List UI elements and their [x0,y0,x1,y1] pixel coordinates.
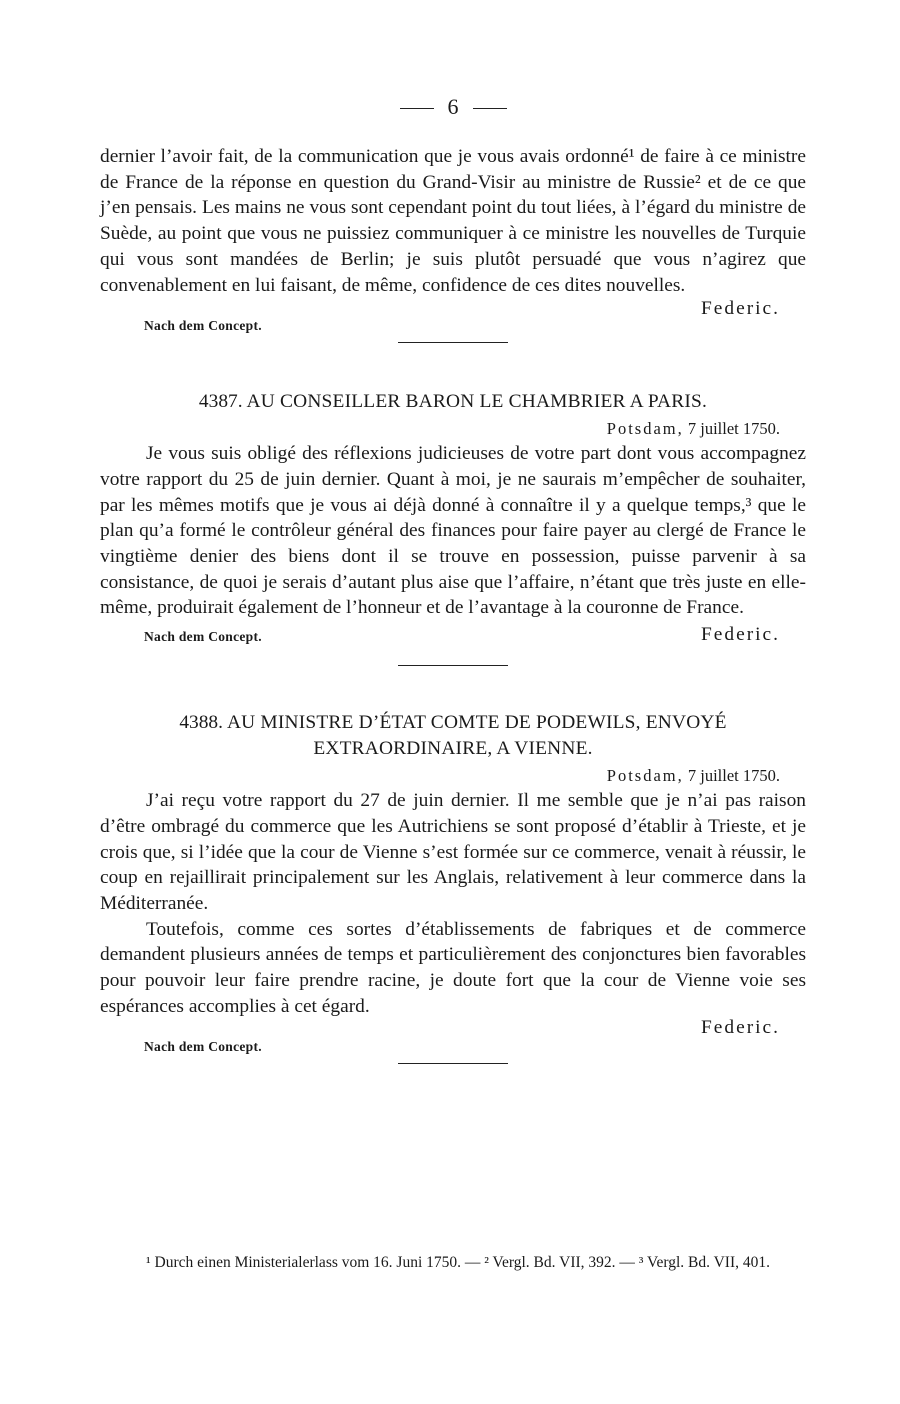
signature: Federic. [701,1017,780,1039]
page-number-text: 6 [447,94,459,119]
letter-number: 4388. [179,712,223,734]
letter-paragraph: J’ai reçu votre rapport du 27 de juin dernier. Il me semble que je n’ai pas raison d’être ombragé du commerce que les Autrichiens se sont proposé d’établir à Trieste, et je crois que, si l’idée que la cour de Vienne s’est formée sur ce commerce, venait à réussir, le coup en rejaillirait principalement sur les Anglais, relativement à leur commerce dans la Méditerranée. [100,790,806,914]
page-body [100,88,806,1064]
letter-title: AU MINISTRE D’ÉTAT COMTE DE PODEWILS, ENVOYÉ EXTRAORDINAIRE, A VIENNE. [226,712,727,760]
dateline [100,417,806,441]
signature: Federic. [701,624,780,646]
source-note: Nach dem Concept. [144,1039,262,1055]
dateline-place: Potsdam, [606,766,684,786]
footnote-text: ¹ Durch einen Ministerialerlass vom 16. Juni 1750. — ² Vergl. Bd. VII, 392. — ³ Vergl. Bd. VII, 401. [146,1254,770,1271]
dateline-place: Potsdam, [606,419,684,439]
dateline [100,764,806,788]
letter-closing [100,1019,806,1059]
source-note: Nach dem Concept. [144,318,262,334]
folio-dash-right [473,108,507,109]
page-number [100,88,806,126]
letter-paragraph: Je vous suis obligé des réflexions judicieuses de votre part dont vous accompagnez votre rapport du 25 de juin dernier. Quant à moi, je ne saurais m’empêcher de souhaiter, par les mêmes motifs que je vous ai déjà donné à connaître il y a quelque temps,³ que le plan qu’a formé le contrôleur général des finances pour faire payer au clergé de France le vingtième denier des biens dont il se trouve en possession, puisse parvenir à sa consistance, de quoi je serais d’autant plus aise que l’affaire, n’étant que très juste en elle-même, produirait également de l’honneur et de l’avantage à la couronne de France. [100,443,806,619]
letter-title: AU CONSEILLER BARON LE CHAMBRIER A PARIS. [246,391,708,413]
letter-paragraph: Toutefois, comme ces sortes d’établissements de fabriques et de commerce demandent plusieurs années de temps et particulièrement des conjonctures bien favorables pour pouvoir leur faire prendre racine, je doute fort que la cour de Vienne voie ses espérances accomplies à cet égard. [100,918,806,1017]
intro-closing [100,298,806,340]
source-note: Nach dem Concept. [144,629,262,645]
letter-heading [100,389,806,415]
section-divider [398,1063,508,1064]
intro-paragraph: dernier l’avoir fait, de la communication que je vous avais ordonné¹ de faire à ce ministre de France de la réponse en question du Grand-Visir au ministre de Russie² et de ce que j’en pensais. Les mains ne vous sont cependant point du tout liées, à l’égard du ministre de Suède, au point que vous ne puissiez communiquer à ce ministre les nouvelles de Turquie qui vous sont mandées de Berlin; je suis plutôt persuadé que vous n’agirez que convenablement en lui faisant, de même, confidence de ces dites nouvelles. [100,146,806,296]
dateline-date: 7 juillet 1750. [687,419,780,439]
folio-dash-left [400,108,434,109]
letter-heading [100,710,806,762]
dateline-date: 7 juillet 1750. [687,766,780,786]
letter-number: 4387. [198,391,243,413]
signature: Federic. [701,298,780,320]
footnotes [100,1250,806,1275]
letter-closing [100,621,806,651]
